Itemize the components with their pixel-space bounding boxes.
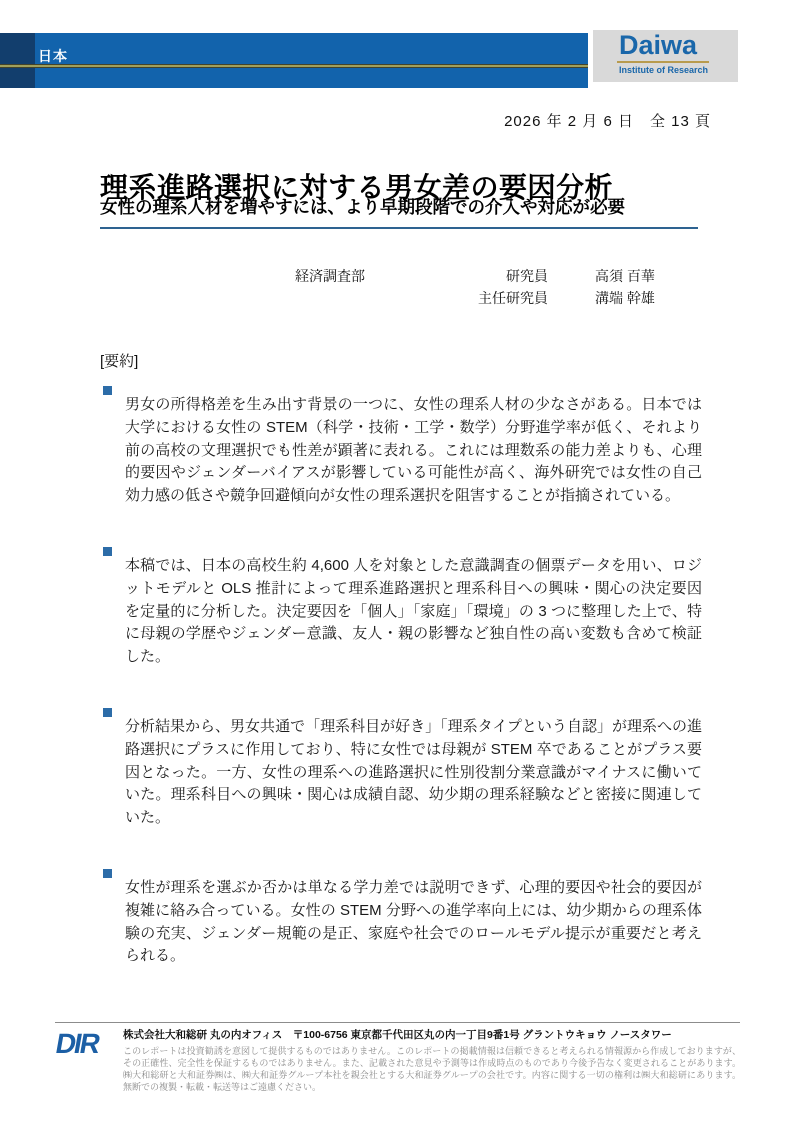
report-title: 理系進路選択に対する男女差の要因分析 [100, 171, 614, 203]
header-blue-bar [0, 33, 588, 88]
header-region-label: 日本 [38, 48, 68, 64]
author-row [295, 287, 675, 309]
daiwa-logo-gold-rule [617, 61, 709, 63]
author-name: 高須 百華 [595, 268, 655, 284]
summary-bullet [100, 540, 702, 684]
department-name: 経済調査部 [295, 268, 365, 284]
bullet-square-icon [103, 547, 112, 556]
header-olive-rule [0, 64, 588, 68]
bullet-text: 分析結果から、男女共通で「理系科目が好き」「理系タイプという自認」が理系への進路選択にプラスに作用しており、特に女性では母親が STEM 卒であることがプラス要因となった。一方、女性の理系への進路選択に性別役割分業意識がマイナスに働いていた。理系科目への興味・関心は成績自認、幼少期の理系経験などと密接に関連していた。 [125, 717, 702, 827]
bullet-text: 女性が理系を選ぶか否かは単なる学力差では説明できず、心理的要因や社会的要因が複雑に絡み合っている。女性の STEM 分野への進学率向上には、幼少期からの理系体験の充実、ジェンダー規範の是正、家庭や社会でのロールモデル提示が重要だと考えられる。 [125, 878, 702, 965]
summary-bullet-list [100, 379, 702, 1000]
summary-bullet [100, 862, 702, 983]
dir-logo: DIR [53, 1028, 102, 1059]
author-role: 主任研究員 [478, 290, 548, 306]
bullet-square-icon [103, 869, 112, 878]
report-date-and-pages: 2026 年 2 月 6 日 全 13 頁 [504, 113, 711, 130]
summary-heading: [要約] [100, 353, 139, 370]
footer-disclaimer: このレポートは投資勧誘を意図して提供するものではありません。このレポートの掲載情報は信頼できると考えられる情報源から作成しておりますが、その正確性、完全性を保証するものではありません。また、記載された意見や予測等は作成時点のものであり今後予告なく変更されることがあります。㈱大和総研と大和証券㈱は、㈱大和証券グループ本社を親会社とする大和証券グループの会社です。内容に関する一切の権利は㈱大和総研にあります。無断での複製・転載・転送等はご遠慮ください。 [123, 1046, 741, 1092]
bullet-text: 男女の所得格差を生み出す背景の一つに、女性の理系人材の少なさがある。日本では大学における女性の STEM（科学・技術・工学・数学）分野進学率が低く、それより前の高校の文理選択でも性差が顕著に表れる。これには理数系の能力差よりも、心理的要因やジェンダーバイアスが影響している可能性が高く、海外研究では女性の自己効力感の低さや競争回避傾向が女性の理系選択を阻害することが指摘されている。 [125, 396, 702, 505]
header-navy-block [0, 33, 35, 88]
author-block [295, 265, 675, 309]
department-name-spacer [295, 287, 445, 309]
author-name: 溝端 幹雄 [595, 290, 655, 306]
author-row [295, 265, 675, 287]
footer-company-address: 株式会社大和総研 丸の内オフィス 〒100-6756 東京都千代田区丸の内一丁目9番1号 グラントウキョウ ノースタワー [123, 1029, 672, 1041]
daiwa-logo-wordmark: Daiwa [619, 30, 698, 60]
footer-divider [55, 1022, 740, 1023]
daiwa-logo-tagline: Institute of Research [619, 65, 709, 75]
report-subtitle: 女性の理系人材を増やすには、より早期段階での介入や対応が必要 [100, 196, 698, 229]
author-role: 研究員 [506, 268, 548, 284]
bullet-text: 本稿では、日本の高校生約 4,600 人を対象とした意識調査の個票データを用い、ロジットモデルと OLS 推計によって理系進路選択と理系科目への興味・関心の決定要因を定量的に分析した。決定要因を「個人」「家庭」「環境」の 3 つに整理した上で、特に母親の学歴やジェンダー意識、友人・親の影響など独自性の高い変数も含めて検証した。 [125, 556, 702, 666]
bullet-square-icon [103, 708, 112, 717]
bullet-square-icon [103, 386, 112, 395]
summary-bullet [100, 701, 702, 845]
summary-bullet [100, 379, 702, 523]
daiwa-logo [593, 30, 738, 82]
